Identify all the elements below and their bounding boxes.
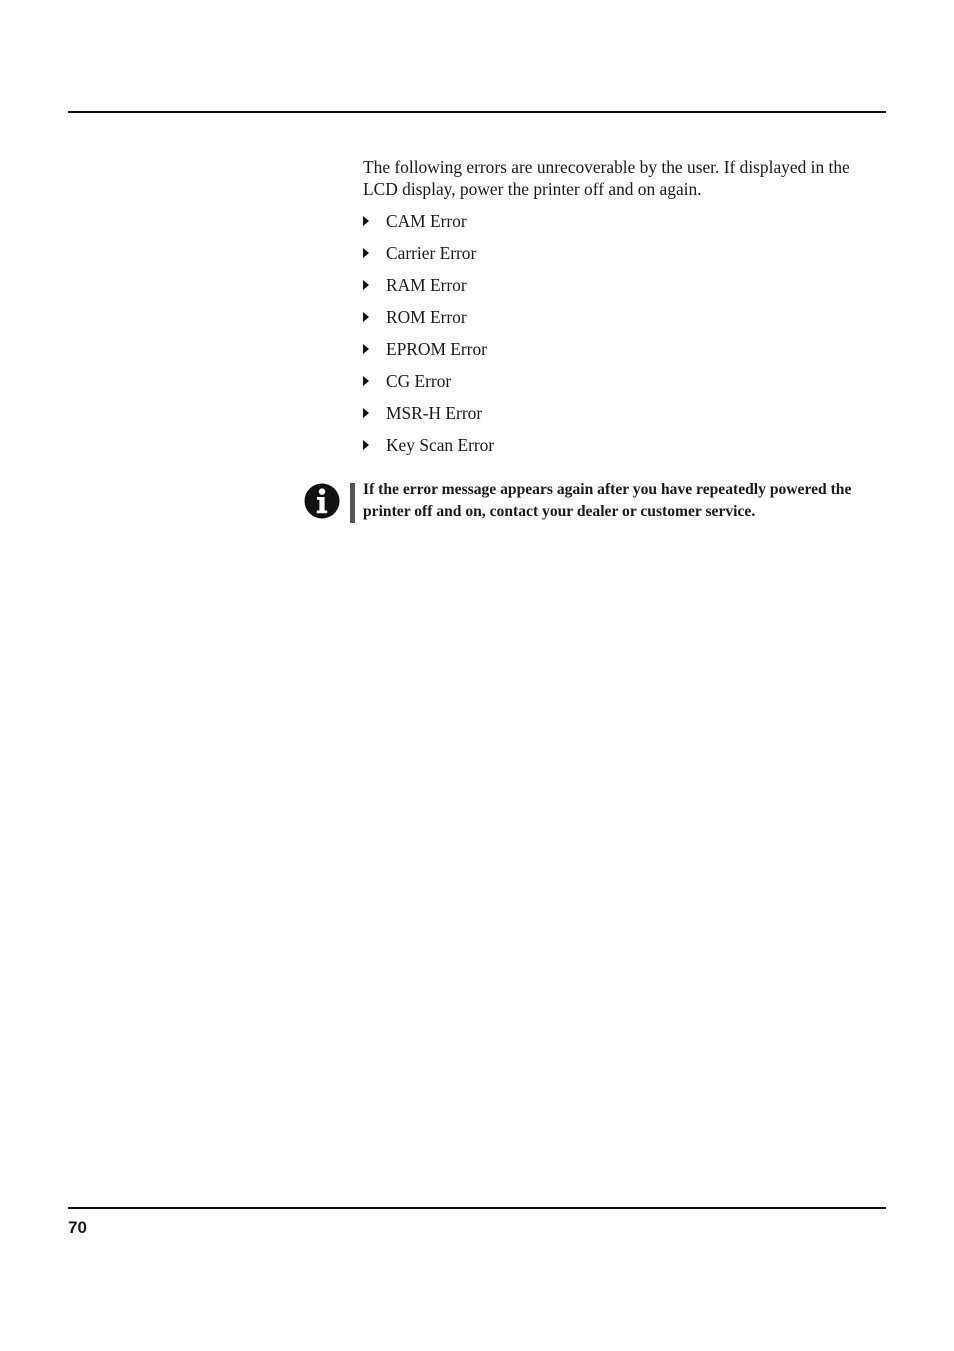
error-label: CG Error bbox=[386, 371, 452, 391]
error-label: CAM Error bbox=[386, 211, 467, 231]
triangle-bullet-icon bbox=[363, 408, 369, 418]
triangle-bullet-icon bbox=[363, 280, 369, 290]
triangle-bullet-icon bbox=[363, 376, 369, 386]
header-rule bbox=[68, 111, 886, 113]
triangle-bullet-icon bbox=[363, 440, 369, 450]
footer-rule bbox=[68, 1207, 886, 1209]
error-label: ROM Error bbox=[386, 307, 467, 327]
note-text: If the error message appears again after you have repeatedly powered the printer off and on, contact your dealer or customer service. bbox=[363, 481, 852, 520]
triangle-bullet-icon bbox=[363, 216, 369, 226]
triangle-bullet-icon bbox=[363, 312, 369, 322]
error-label: Key Scan Error bbox=[386, 435, 495, 455]
triangle-bullet-icon bbox=[363, 344, 369, 354]
note-bar bbox=[350, 483, 355, 523]
error-label: MSR-H Error bbox=[386, 403, 483, 423]
info-icon bbox=[304, 483, 340, 519]
error-label: EPROM Error bbox=[386, 339, 487, 359]
intro-paragraph: The following errors are unrecoverable by the user. If displayed in the LCD display, power the printer off and on again. bbox=[363, 157, 850, 199]
page-number: 70 bbox=[68, 1218, 87, 1237]
error-label: RAM Error bbox=[386, 275, 467, 295]
triangle-bullet-icon bbox=[363, 248, 369, 258]
error-label: Carrier Error bbox=[386, 243, 477, 263]
info-note bbox=[304, 479, 888, 525]
